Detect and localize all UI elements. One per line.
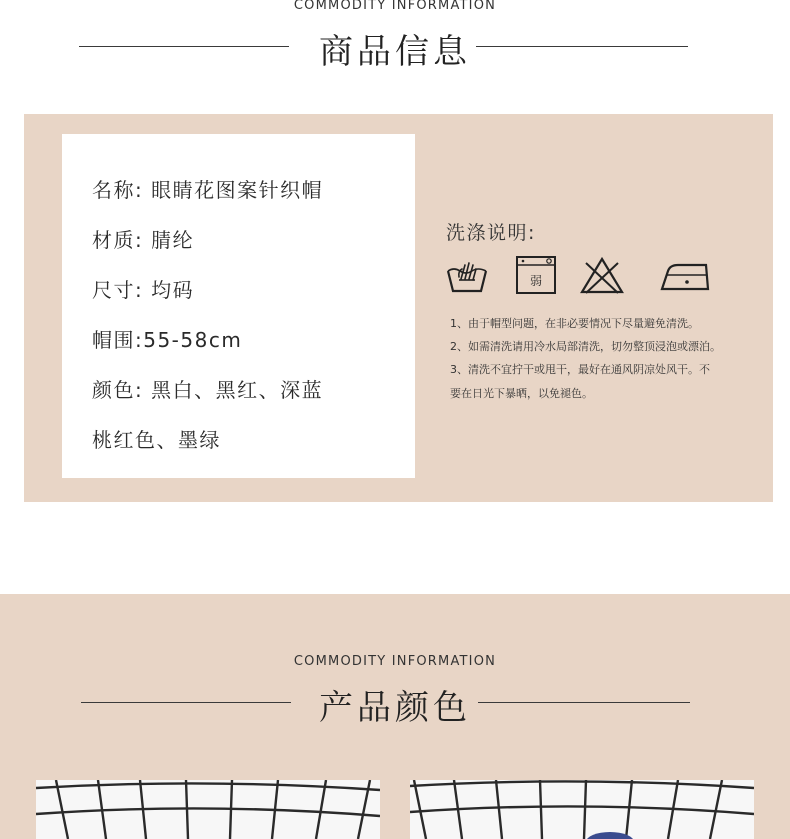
gentle-wash-label: 弱 [529, 274, 543, 288]
low-iron-icon [660, 255, 712, 295]
product-photo-1 [36, 780, 380, 839]
care-note-3: 3、清洗不宜拧干或甩干，最好在通风阴凉处风干。不 [450, 363, 710, 376]
hand-wash-icon [445, 255, 489, 295]
info-circumference: 帽围:55-58cm [92, 328, 243, 352]
care-note-4: 要在日光下暴晒，以免褪色。 [450, 387, 593, 400]
care-note-1: 1、由于帽型问题，在非必要情况下尽量避免清洗。 [450, 317, 699, 330]
info-colors: 颜色: 黑白、黑红、深蓝 [92, 378, 324, 402]
info-colors-continued: 桃红色、墨绿 [92, 428, 221, 452]
section-title: 商品信息 [319, 32, 471, 72]
section-eyebrow: COMMODITY INFORMATION [293, 0, 497, 13]
care-note-2: 2、如需清洗请用冷水局部清洗，切勿整顶浸泡或漂泊。 [450, 340, 721, 353]
info-material: 材质: 腈纶 [92, 228, 195, 252]
product-photo-2 [410, 780, 754, 839]
info-name: 名称: 眼睛花图案针织帽 [92, 178, 324, 202]
do-not-bleach-icon [580, 255, 624, 295]
title-rule-right-2 [478, 702, 690, 703]
care-title: 洗涤说明: [446, 222, 536, 244]
section-eyebrow-2: COMMODITY INFORMATION [293, 654, 497, 669]
info-size: 尺寸: 均码 [92, 278, 195, 302]
gentle-wash-icon [514, 255, 558, 295]
title-rule-right [476, 46, 688, 47]
section-title-2: 产品颜色 [319, 688, 471, 728]
